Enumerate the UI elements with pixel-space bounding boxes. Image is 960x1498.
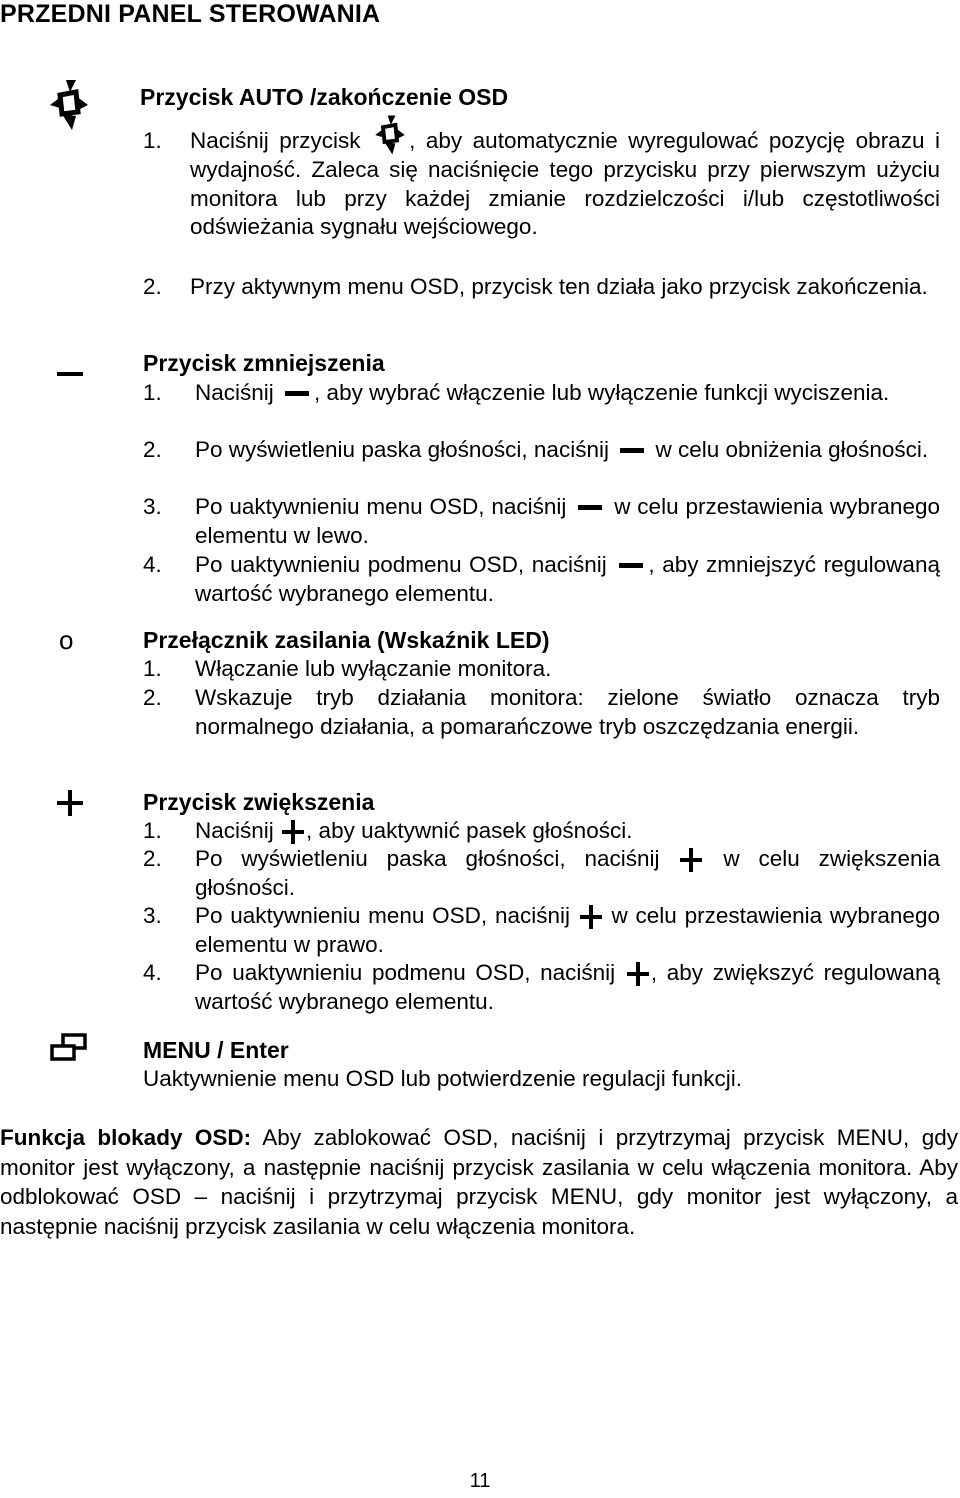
item-text: Naciśnij przycisk bbox=[190, 128, 361, 153]
item-text: , aby uaktywnić pasek głośności. bbox=[306, 818, 633, 843]
power-heading: Przełącznik zasilania (Wskaźnik LED) bbox=[143, 627, 550, 653]
list-item bbox=[143, 655, 940, 684]
auto-icon bbox=[371, 114, 409, 156]
item-text: Po wyświetleniu paska głośności, naciśnij bbox=[195, 846, 660, 871]
list-item bbox=[143, 436, 940, 465]
item-text: , aby wybrać włączenie lub wyłączenie funkcji wyciszenia. bbox=[314, 380, 890, 405]
item-text: Po uaktywnieniu podmenu OSD, naciśnij bbox=[195, 960, 616, 985]
list-item bbox=[143, 273, 940, 302]
minus-icon bbox=[280, 389, 314, 399]
plus-icon bbox=[57, 790, 83, 816]
minus-heading: Przycisk zmniejszenia bbox=[143, 350, 385, 376]
item-number: 1. bbox=[143, 656, 162, 681]
list-item bbox=[143, 817, 940, 846]
plus-icon bbox=[578, 905, 604, 929]
item-text: Po wyświetleniu paska głośności, naciśnij bbox=[195, 437, 609, 462]
item-text: , aby zwiększyć regulowaną wartość wybranego elementu. bbox=[195, 960, 940, 1014]
item-text: , aby automatycznie wyregulować pozycję obrazu i wydajność. Zaleca się naciśnięcie tego przycisku przy pierwszym użyciu monitora lub przy każdej zmianie rozdzielczości i/lub częstotliwości odświeżania sygnału wejściowego. bbox=[190, 128, 940, 240]
osd-lock-label: Funkcja blokady OSD: bbox=[0, 1125, 252, 1150]
item-number: 4. bbox=[143, 960, 162, 985]
osd-lock-text: Aby zablokować OSD, naciśnij i przytrzymaj przycisk MENU, gdy monitor jest wyłączony, a następnie naciśnij przycisk zasilania w celu włączenia monitora. Aby odblokować OSD – naciśnij i przytrzymaj przycisk MENU, gdy monitor jest wyłączony, a następnie naciśnij przycisk zasilania w celu włączenia monitora. bbox=[0, 1125, 958, 1239]
item-number: 2. bbox=[143, 685, 162, 710]
list-item bbox=[143, 845, 940, 902]
list-item bbox=[143, 902, 940, 959]
item-text: w celu zwiększenia głośności. bbox=[195, 846, 940, 900]
item-text: w celu przestawienia wybranego elementu w prawo. bbox=[195, 903, 940, 957]
list-item bbox=[143, 127, 940, 242]
item-text: Włączanie lub wyłączanie monitora. bbox=[195, 656, 552, 681]
item-text: , aby zmniejszyć regulowaną wartość wybranego elementu. bbox=[195, 552, 940, 606]
menu-heading: MENU / Enter bbox=[143, 1037, 289, 1063]
auto-heading: Przycisk AUTO /zakończenie OSD bbox=[140, 84, 509, 110]
power-led-icon: o bbox=[59, 625, 74, 655]
item-text: Naciśnij bbox=[195, 818, 274, 843]
item-text: w celu przestawienia wybranego elementu w lewo. bbox=[195, 494, 940, 548]
list-item bbox=[143, 493, 940, 550]
list-item bbox=[143, 684, 940, 741]
list-item bbox=[143, 551, 940, 608]
item-number: 1. bbox=[143, 380, 162, 405]
item-number: 4. bbox=[143, 552, 162, 577]
minus-icon bbox=[57, 370, 83, 378]
minus-icon bbox=[615, 446, 649, 456]
item-text: Po uaktywnieniu podmenu OSD, naciśnij bbox=[195, 552, 607, 577]
item-number: 1. bbox=[143, 128, 162, 153]
page-title: PRZEDNI PANEL STEROWANIA bbox=[0, 0, 381, 28]
item-text: Po uaktywnieniu menu OSD, naciśnij bbox=[195, 494, 567, 519]
plus-heading: Przycisk zwiększenia bbox=[143, 789, 375, 815]
item-text: Przy aktywnym menu OSD, przycisk ten działa jako przycisk zakończenia. bbox=[190, 274, 928, 299]
menu-text: Uaktywnienie menu OSD lub potwierdzenie regulacji funkcji. bbox=[143, 1066, 743, 1091]
item-text: w celu obniżenia głośności. bbox=[655, 437, 929, 462]
item-number: 1. bbox=[143, 818, 162, 843]
item-number: 3. bbox=[143, 494, 162, 519]
item-number: 2. bbox=[143, 437, 162, 462]
menu-enter-icon bbox=[49, 1032, 89, 1062]
list-item bbox=[143, 959, 940, 1016]
osd-lock-paragraph bbox=[0, 1123, 958, 1241]
item-text: Po uaktywnieniu menu OSD, naciśnij bbox=[195, 903, 570, 928]
minus-icon bbox=[573, 503, 607, 513]
item-number: 3. bbox=[143, 903, 162, 928]
minus-icon bbox=[614, 561, 648, 571]
list-item bbox=[143, 379, 940, 408]
item-text: Wskazuje tryb działania monitora: zielone światło oznacza tryb normalnego działania, a pomarańczowe tryb oszczędzania energii. bbox=[195, 685, 940, 739]
plus-icon bbox=[625, 962, 651, 986]
plus-icon bbox=[280, 820, 306, 844]
item-text: Naciśnij bbox=[195, 380, 274, 405]
item-number: 2. bbox=[143, 274, 162, 299]
page-number: 11 bbox=[469, 1470, 491, 1492]
auto-icon bbox=[46, 78, 92, 132]
plus-icon bbox=[678, 848, 704, 872]
item-number: 2. bbox=[143, 846, 162, 871]
